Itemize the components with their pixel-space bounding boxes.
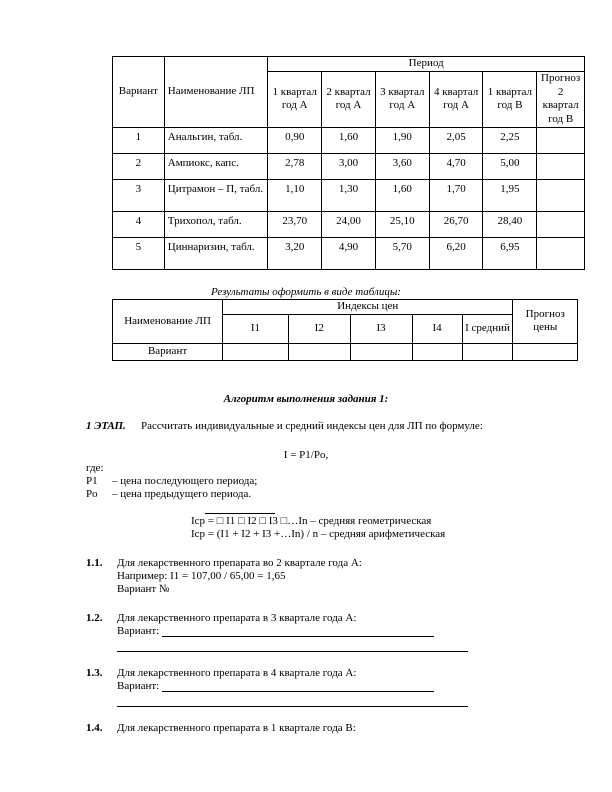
- results-caption: Результаты оформить в виде таблицы:: [211, 286, 401, 298]
- col-header-forecast: Прогноз цены: [513, 300, 578, 344]
- item-text: Для лекарственного препарата в 3 квартале года А:: [117, 612, 357, 624]
- row-value: 6,95: [483, 237, 537, 269]
- row-value: 5,70: [375, 237, 429, 269]
- formula: I = P1/Po,: [283, 449, 329, 461]
- row-value: 3,00: [322, 153, 376, 179]
- item-example: Например: I1 = 107,00 / 65,00 = 1,65: [117, 570, 286, 582]
- item-variant-label: Вариант:: [117, 680, 160, 692]
- row-forecast-cell: [537, 127, 585, 153]
- row-forecast-cell: [537, 211, 585, 237]
- row-num: 1: [113, 127, 165, 153]
- row-value: 1,30: [322, 179, 376, 211]
- col-header-q2a: 2 квартал год А: [322, 71, 376, 127]
- row-value: 0,90: [268, 127, 322, 153]
- col-header-i4: I4: [412, 314, 462, 343]
- arithmetic-mean-formula: Icp = (I1 + I2 + I3 +…In) / n – средняя арифметическая: [191, 528, 446, 540]
- empty-cell: [412, 343, 462, 360]
- table-row: [113, 179, 585, 211]
- table-row: [113, 343, 578, 360]
- row-value: 3,20: [268, 237, 322, 269]
- row-value: 28,40: [483, 211, 537, 237]
- empty-cell: [350, 343, 412, 360]
- row-value: 3,60: [375, 153, 429, 179]
- col-header-forecast: Прогноз 2 квартал год В: [537, 71, 585, 127]
- row-value: 24,00: [322, 211, 376, 237]
- col-header-name: Наименование ЛП: [164, 57, 268, 128]
- where-label: где:: [86, 462, 104, 474]
- col-header-indices: Индексы цен: [223, 300, 513, 315]
- row-name: Цитрамон – П, табл.: [164, 179, 268, 211]
- po-symbol: Po: [86, 488, 98, 500]
- row-value: 23,70: [268, 211, 322, 237]
- row-num: 3: [113, 179, 165, 211]
- stage-text: Рассчитать индивидуальные и средний индексы цен для ЛП по формуле:: [141, 420, 483, 432]
- row-num: 2: [113, 153, 165, 179]
- item-variant-number: Вариант №: [117, 583, 170, 595]
- answer-line: [117, 706, 468, 707]
- item-number: 1.1.: [86, 557, 103, 569]
- po-text: – цена предыдущего периода.: [112, 488, 252, 500]
- row-value: 4,90: [322, 237, 376, 269]
- table-row: [113, 211, 585, 237]
- row-value: 6,20: [429, 237, 483, 269]
- p1-symbol: P1: [86, 475, 98, 487]
- col-header-q3a: 3 квартал год А: [375, 71, 429, 127]
- stage-label: 1 ЭТАП.: [86, 420, 126, 432]
- item-text: Для лекарственного препарата в 4 квартале года А:: [117, 667, 357, 679]
- row-num: 4: [113, 211, 165, 237]
- row-value: 2,05: [429, 127, 483, 153]
- answer-line: [162, 691, 434, 692]
- col-header-iavg: I средний: [462, 314, 513, 343]
- row-forecast-cell: [537, 153, 585, 179]
- row-value: 1,90: [375, 127, 429, 153]
- p1-text: – цена последующего периода;: [112, 475, 258, 487]
- answer-line: [162, 636, 434, 637]
- row-value: 1,10: [268, 179, 322, 211]
- row-name: Циннаризин, табл.: [164, 237, 268, 269]
- row-value: 1,60: [375, 179, 429, 211]
- table-row: [113, 127, 585, 153]
- answer-line: [117, 651, 468, 652]
- table-row: [113, 237, 585, 269]
- item-number: 1.2.: [86, 612, 103, 624]
- empty-cell: [462, 343, 513, 360]
- row-name: Ампиокс, капс.: [164, 153, 268, 179]
- geometric-mean-formula: Icp = □ I1 □ I2 □ I3 □…In – средняя геометрическая: [191, 515, 432, 527]
- row-num: 5: [113, 237, 165, 269]
- col-header-variant: Вариант: [113, 57, 165, 128]
- col-header-i1: I1: [223, 314, 289, 343]
- row-value: 1,70: [429, 179, 483, 211]
- row-value: 26,70: [429, 211, 483, 237]
- empty-cell: [223, 343, 289, 360]
- row-value: 2,78: [268, 153, 322, 179]
- item-number: 1.4.: [86, 722, 103, 734]
- col-header-i2: I2: [288, 314, 350, 343]
- row-variant-label: Вариант: [113, 343, 223, 360]
- row-value: 1,60: [322, 127, 376, 153]
- col-header-q1a: 1 квартал год А: [268, 71, 322, 127]
- row-value: 25,10: [375, 211, 429, 237]
- row-value: 5,00: [483, 153, 537, 179]
- table-row: [113, 153, 585, 179]
- col-header-i3: I3: [350, 314, 412, 343]
- item-text: Для лекарственного препарата в 1 квартале года В:: [117, 722, 356, 734]
- col-header-name: Наименование ЛП: [113, 300, 223, 344]
- row-value: 1,95: [483, 179, 537, 211]
- item-text: Для лекарственного препарата во 2 квартале года А:: [117, 557, 362, 569]
- results-table: [112, 299, 578, 361]
- col-header-q1b: 1 квартал год В: [483, 71, 537, 127]
- item-number: 1.3.: [86, 667, 103, 679]
- row-forecast-cell: [537, 237, 585, 269]
- algorithm-title: Алгоритм выполнения задания 1:: [223, 393, 389, 405]
- empty-cell: [288, 343, 350, 360]
- root-overline: [205, 513, 275, 514]
- row-name: Анальгин, табл.: [164, 127, 268, 153]
- row-value: 4,70: [429, 153, 483, 179]
- item-variant-label: Вариант:: [117, 625, 160, 637]
- col-header-q4a: 4 квартал год А: [429, 71, 483, 127]
- empty-cell: [513, 343, 578, 360]
- row-name: Трихопол, табл.: [164, 211, 268, 237]
- row-value: 2,25: [483, 127, 537, 153]
- row-forecast-cell: [537, 179, 585, 211]
- price-table: [112, 56, 585, 270]
- col-header-period: Период: [268, 57, 585, 72]
